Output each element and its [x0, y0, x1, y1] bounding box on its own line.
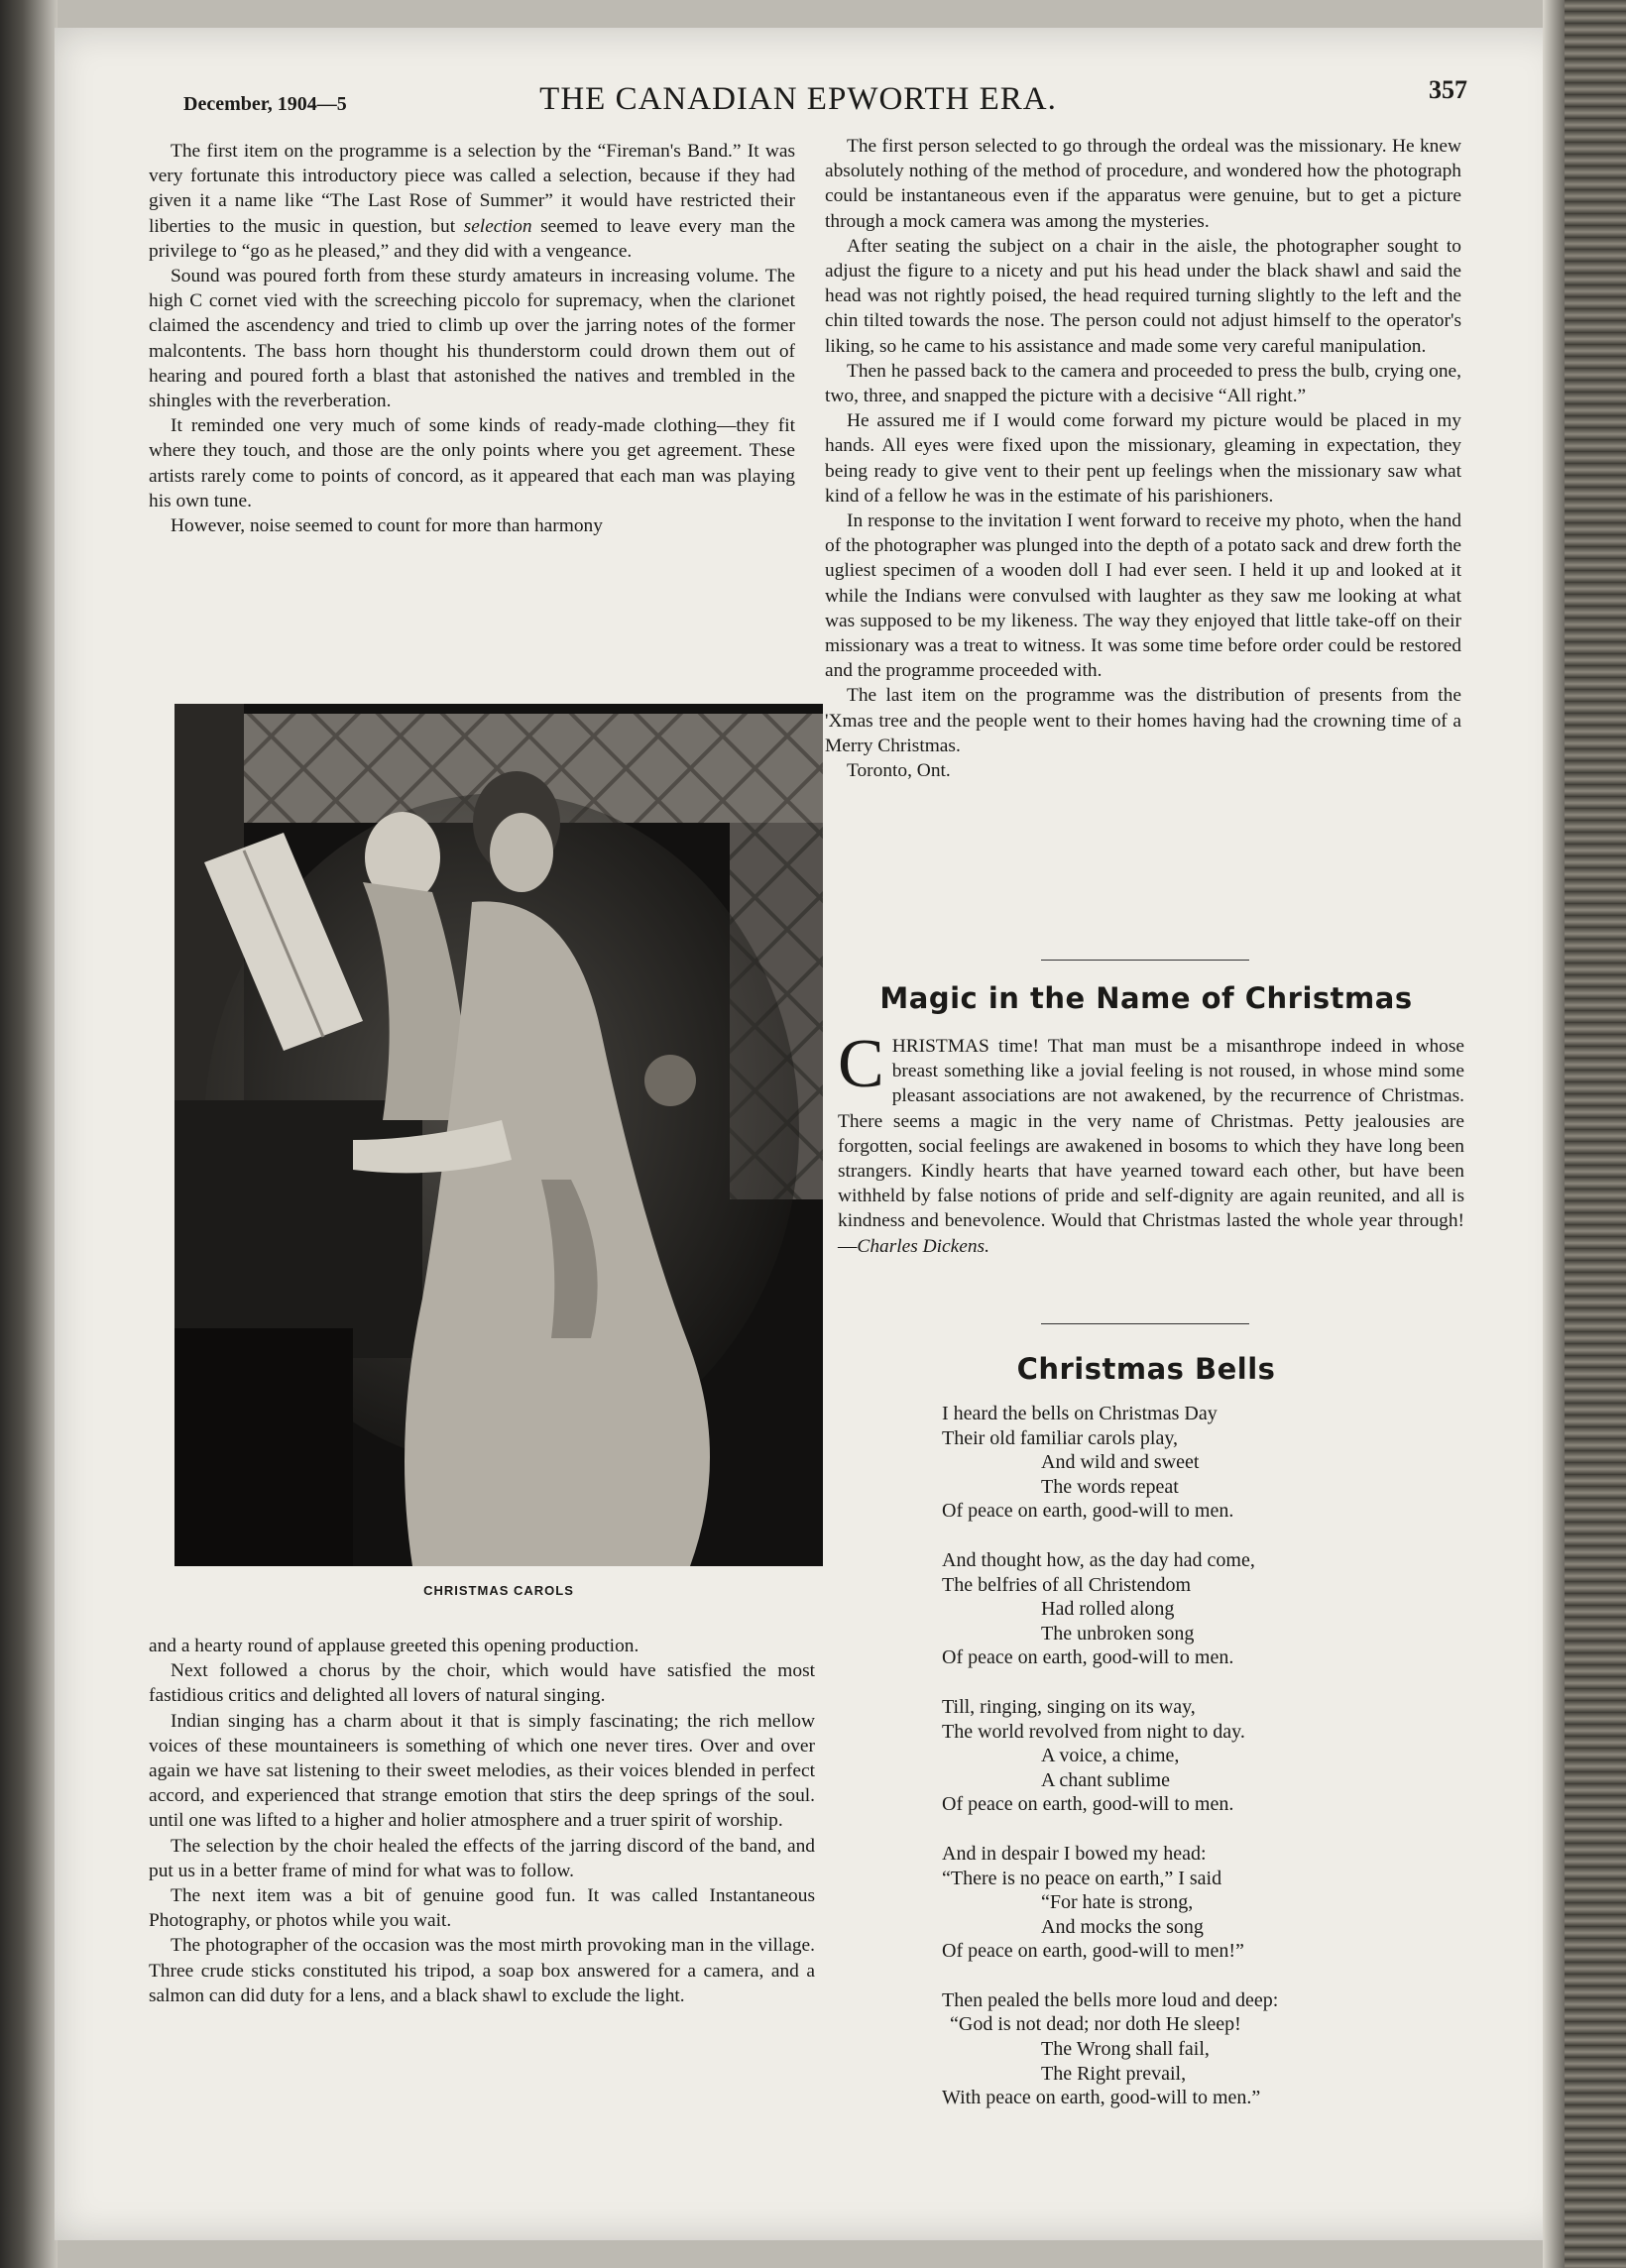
running-head [129, 59, 1467, 119]
poem-line: And thought how, as the day had come, [942, 1548, 1255, 1571]
dateline: Toronto, Ont. [847, 760, 951, 782]
paragraph: The first item on the programme is a selection by the “Fireman's Band.” It was very fortunate this introductory piece was called a selection, because if they had given it a name like “The Last Rose of Summer” it would have restricted their liberties to the music in question, but selection seemed to leave every man the privilege to “go as he pleased,” and they did with a vengeance. [149, 141, 795, 262]
book-page-edges [1565, 0, 1626, 2268]
photo-caption: CHRISTMAS CAROLS [423, 1583, 574, 1598]
paragraph: The last item on the programme was the distribution of presents from the 'Xmas tree and the people went to their homes having had the crowning time of a Merry Christmas. [825, 685, 1461, 756]
paragraph: After seating the subject on a chair in the aisle, the photographer sought to adjust the figure to a nicety and put his head under the black shawl and said the head was not rightly poised, the head required turning slightly to the left and the chin tilted towards the nose. The person could not adjust himself to the operator's liking, so he came to his assistance and made some very careful manipulation. [825, 235, 1461, 357]
paragraph: Next followed a chorus by the choir, which would have satisfied the most fastidious critics and delighted all lovers of natural singing. [149, 1660, 815, 1707]
drop-cap: C [838, 1026, 884, 1102]
poem-stanza [942, 1548, 1457, 1670]
section-divider [1041, 960, 1249, 961]
paragraph: The next item was a bit of genuine good fun. It was called Instantaneous Photography, or photos while you wait. [149, 1885, 815, 1932]
paragraph: He assured me if I would come forward my picture would be placed in my hands. All eyes were fixed upon the missionary, gleaming in expectation, they being ready to give vent to their pent up feelings when the missionary saw what kind of a fellow he was in the estimate of his parishioners. [825, 410, 1461, 507]
poem-stanza [942, 1842, 1457, 1964]
bells-heading: Christmas Bells [1016, 1352, 1276, 1386]
poem-line: I heard the bells on Christmas Day [942, 1403, 1218, 1424]
poem-line: The words repeat [1041, 1475, 1179, 1498]
poem-line: The belfries of all Christendom [942, 1573, 1192, 1596]
poem-line: And mocks the song [1041, 1915, 1204, 1938]
poem-line: The world revolved from night to day. [942, 1720, 1245, 1743]
poem-stanza [942, 1402, 1457, 1524]
binding-shadow [0, 0, 58, 2268]
paragraph: However, noise seemed to count for more than harmony [171, 515, 603, 537]
issue-date: December, 1904—5 [183, 93, 347, 115]
paragraph: In response to the invitation I went forward to receive my photo, when the hand of the photographer was plunged into the depth of a potato sack and drew forth the ugliest specimen of a wooden doll I had ever seen. I held it up and looked at it while the Indians were convulsed with laughter as they saw me looking at what was supposed to be my likeness. The way they enjoyed that little take-off on their missionary was a treat to witness. It was some time before order could be restored and the programme proceeded with. [825, 510, 1461, 682]
poem-line: The unbroken song [1041, 1622, 1195, 1644]
poem-line: Of peace on earth, good-will to men. [942, 1646, 1234, 1669]
poem-line: Of peace on earth, good-will to men. [942, 1500, 1234, 1523]
paragraph: Then he passed back to the camera and proceeded to press the bulb, crying one, two, three, and snapped the picture with a decisive “All right.” [825, 360, 1461, 407]
poem-line: Their old familiar carols play, [942, 1426, 1179, 1449]
paragraph: The selection by the choir healed the effects of the jarring discord of the band, and put us in a better frame of mind for what was to follow. [149, 1835, 815, 1881]
magic-article [838, 1026, 1464, 1259]
paragraph: The photographer of the occasion was the most mirth provoking man in the village. Three crude sticks constituted his tripod, a soap box answered for a camera, and a salmon can did duty for a lens, and a black shawl to exclude the light. [149, 1935, 815, 2006]
paragraph: Sound was poured forth from these sturdy amateurs in increasing volume. The high C cornet vied with the screeching piccolo for supremacy, when the clarionet claimed the ascendency and tried to climb up over the jarring notes of the former malcontents. The bass horn thought his thunderstorm could drown them out of hearing and poured forth a blast that astonished the natives and trembled in the shingles with the reverberation. [149, 266, 795, 412]
poem-line: The Right prevail, [1041, 2062, 1187, 2085]
section-divider [1041, 1323, 1249, 1324]
magic-text: HRISTMAS time! That man must be a misanthrope indeed in whose breast something like a jovial feeling is not roused, in whose mind some pleasant associations are not awakened, by the recurrence of Christmas. There seems a magic in the very name of Christmas. Petty jealousies are forgotten, social feelings are awakened in bosoms to which they have long been strangers. Kindly hearts that have yearned toward each other, but have been withheld by false notions of pride and self-dignity are again reunited, and all is kindness and benevolence. Would that Christmas lasted the whole year through!— [838, 1036, 1464, 1257]
christmas-carols-photo [174, 704, 823, 1566]
poem-line: A chant sublime [1041, 1768, 1170, 1791]
poem-line: A voice, a chime, [1041, 1745, 1180, 1767]
left-column-bottom [149, 1634, 815, 2008]
photo-illustration [174, 704, 823, 1566]
right-column-top [825, 134, 1461, 783]
magic-paragraph [838, 1026, 1464, 1259]
poem-line: And in despair I bowed my head: [942, 1842, 1207, 1865]
paragraph: It reminded one very much of some kinds of ready-made clothing—they fit where they touch, and those are the only points where you get agreement. These artists rarely come to points of concord, as it appeared that each man was playing his own tune. [149, 415, 795, 511]
poem-line: “There is no peace on earth,” I said [942, 1867, 1222, 1889]
poem-stanza [942, 1695, 1457, 1817]
poem-stanza [942, 1988, 1457, 2110]
paragraph: Indian singing has a charm about it that is simply fascinating; the rich mellow voices of these mountaineers is something of which one never tires. Over and over again we have sat listening to their sweet melodies, as their voices blended in perfect accord, and experienced that strange emotion that stirs the deep springs of the soul. until one was lifted to a higher and holier atmosphere and a truer spirit of worship. [149, 1710, 815, 1832]
poem-line: Of peace on earth, good-will to men. [942, 1793, 1234, 1816]
poem-line: Of peace on earth, good-will to men!” [942, 1940, 1244, 1963]
poem-line: Then pealed the bells more loud and deep: [942, 1988, 1279, 2011]
magic-author: Charles Dickens. [857, 1235, 989, 1257]
page-edge-shadow [1543, 0, 1565, 2268]
page-number: 357 [1429, 75, 1467, 104]
christmas-bells-poem [942, 1402, 1457, 2135]
magazine-title: THE CANADIAN EPWORTH ERA. [539, 81, 1057, 117]
poem-line: Had rolled along [1041, 1598, 1175, 1621]
poem-line: “God is not dead; nor doth He sleep! [950, 2013, 1241, 2036]
magic-heading: Magic in the Name of Christmas [879, 981, 1413, 1015]
poem-line: “For hate is strong, [1041, 1891, 1194, 1914]
poem-line: With peace on earth, good-will to men.” [942, 2087, 1261, 2109]
poem-line: Till, ringing, singing on its way, [942, 1695, 1196, 1718]
emphasis: selection [463, 215, 532, 237]
left-column-top [149, 139, 795, 538]
poem-line: The Wrong shall fail, [1041, 2038, 1210, 2061]
paragraph: The first person selected to go through the ordeal was the missionary. He knew absolutely nothing of the method of procedure, and wondered how the photograph could be instantaneous even if the apparatus were genuine, but to get a picture through a mock camera was among the mysteries. [825, 136, 1461, 232]
poem-line: And wild and sweet [1041, 1451, 1200, 1474]
paragraph: and a hearty round of applause greeted this opening production. [149, 1636, 639, 1656]
